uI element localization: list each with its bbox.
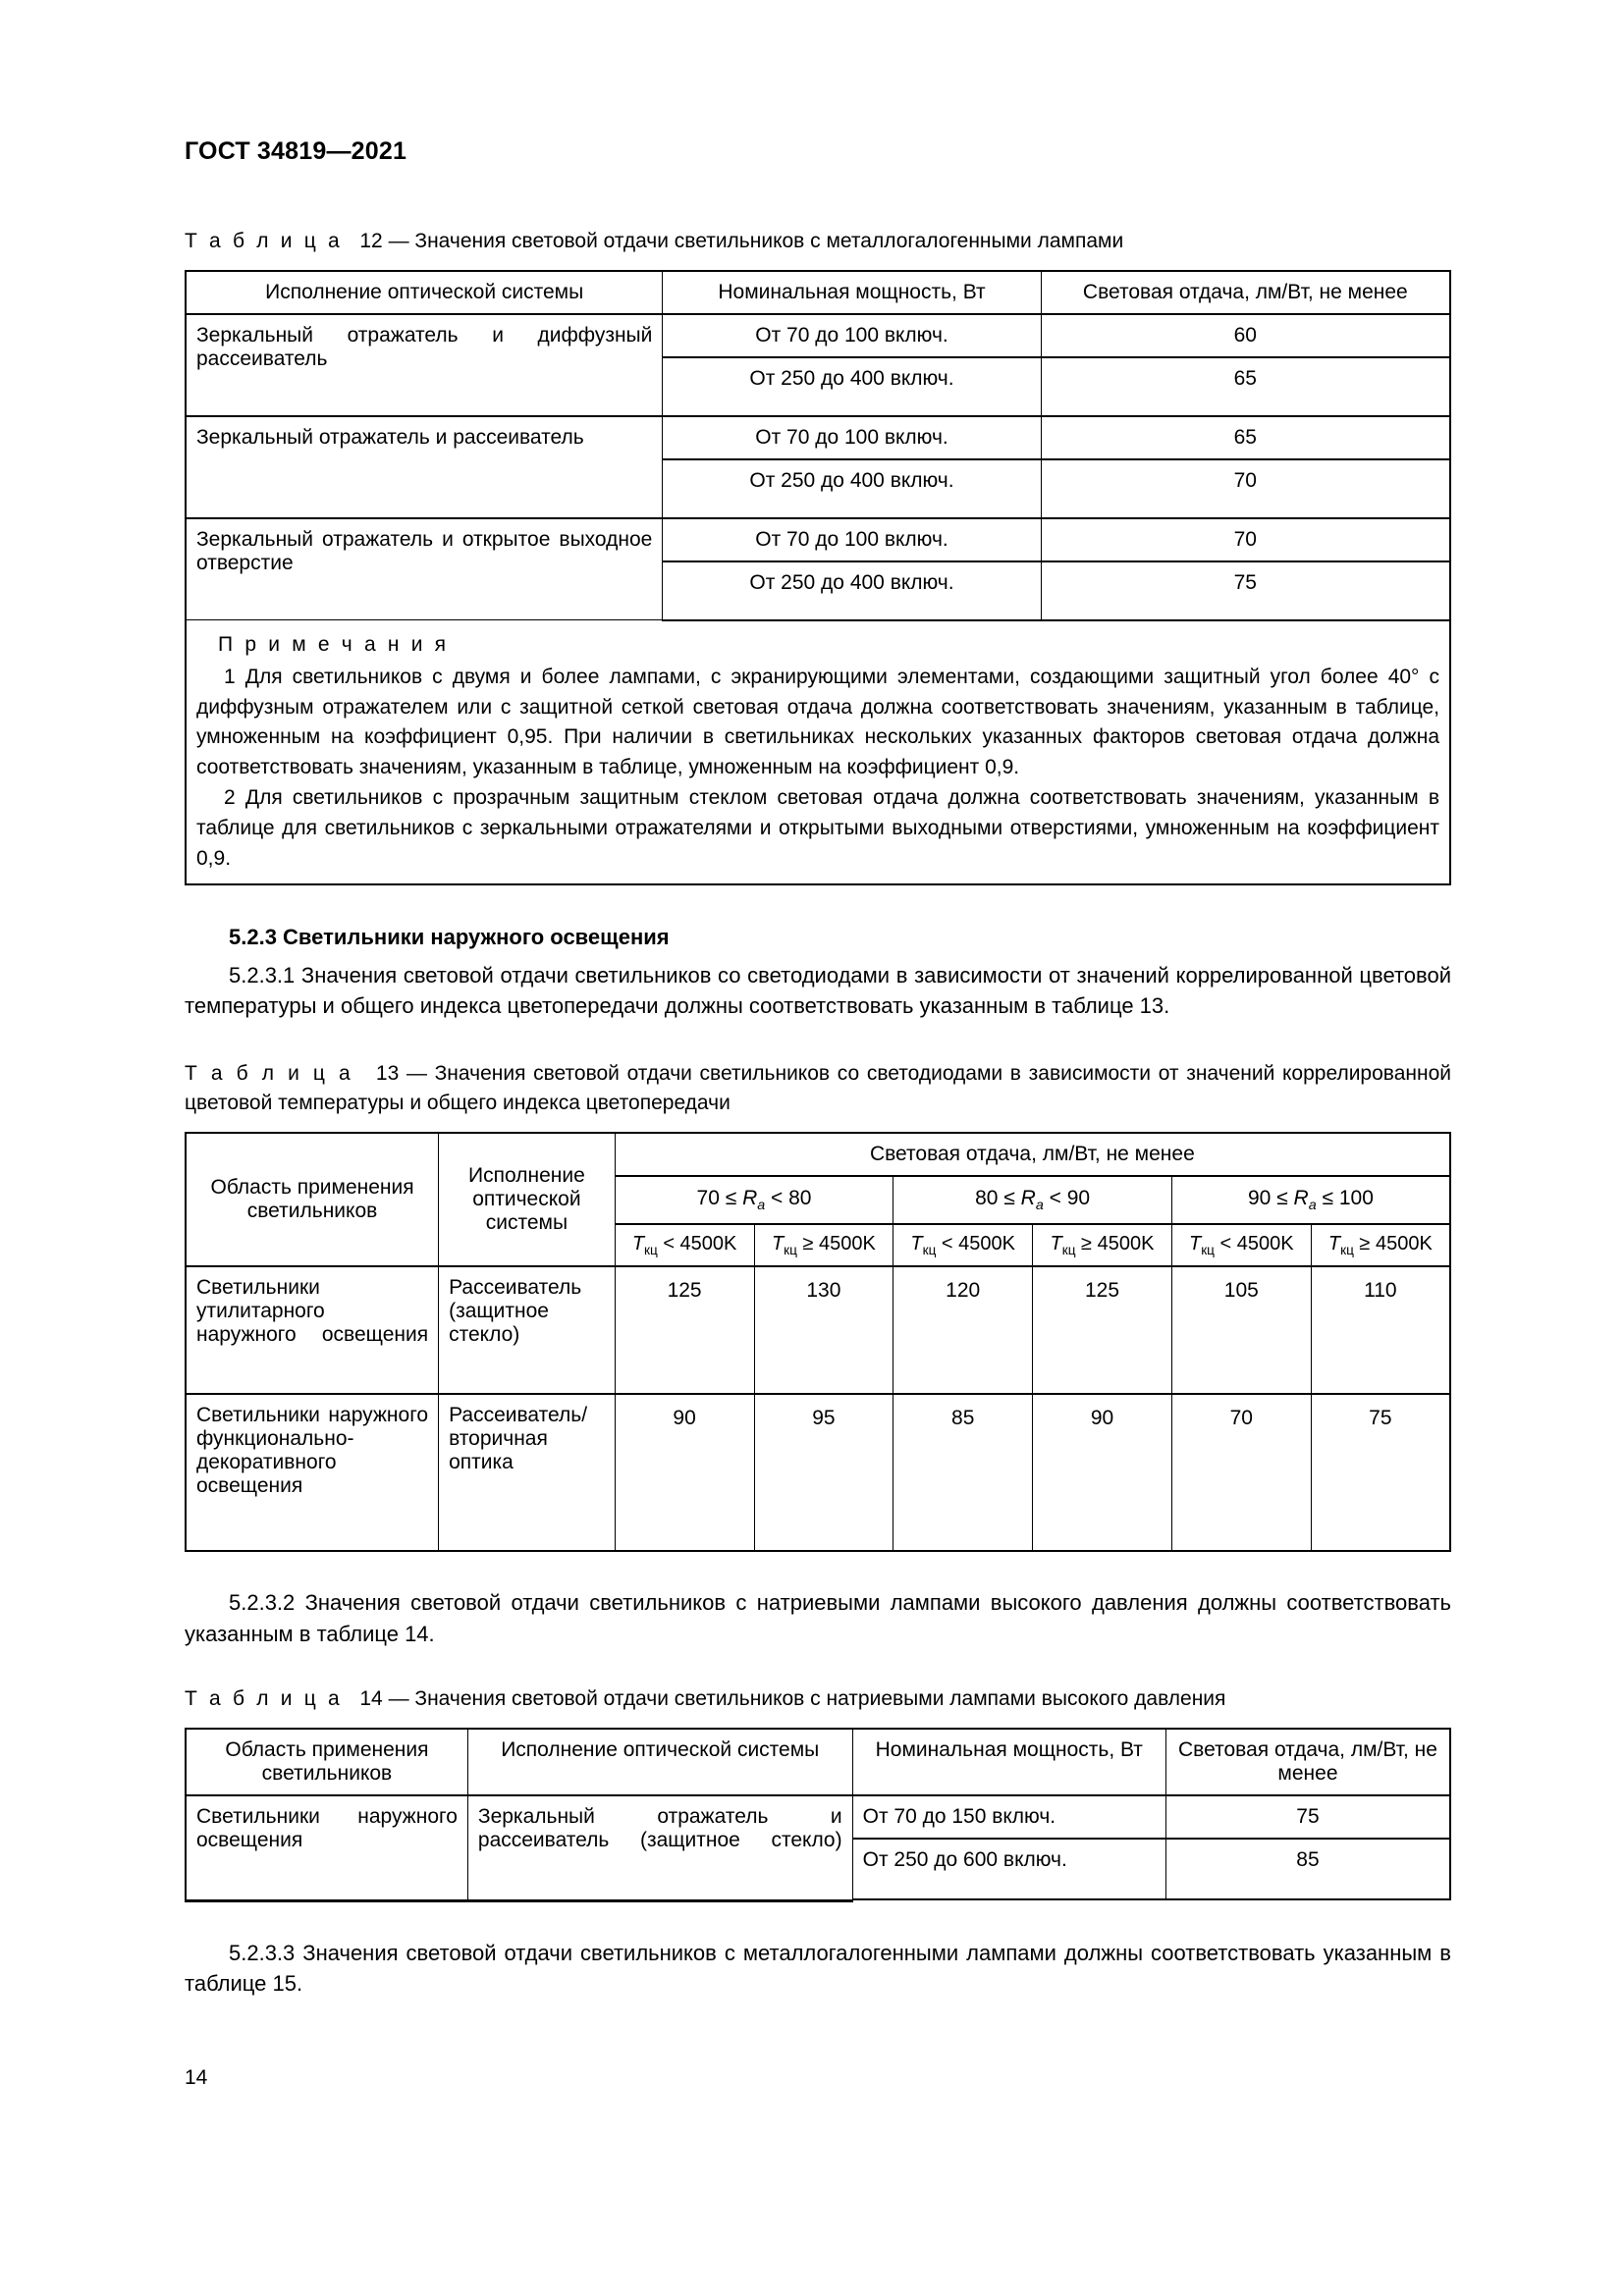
table-row bbox=[186, 314, 1450, 357]
ra-symbol: R bbox=[1020, 1186, 1036, 1209]
table-12-caption-number: 12 bbox=[359, 230, 383, 252]
table-13-value-1-2: 130 bbox=[754, 1266, 893, 1394]
ra-group-2-suffix: < 90 bbox=[1043, 1186, 1091, 1209]
paragraph-5233: 5.2.3.3 Значения световой отдачи светильников с металлогалогенными лампами должны соответствовать указанным в таблице 15. bbox=[185, 1940, 1451, 1997]
temp-symbol: T bbox=[1189, 1232, 1202, 1255]
table-12-power-2a: От 70 до 100 включ. bbox=[663, 416, 1041, 459]
temp-symbol: T bbox=[631, 1232, 645, 1255]
temp-symbol: T bbox=[1327, 1232, 1341, 1255]
table-row bbox=[186, 1729, 1450, 1795]
temp-subscript: кц bbox=[1340, 1242, 1354, 1257]
table-13-temp-header-6 bbox=[1311, 1224, 1450, 1266]
table-13-value-1-1: 125 bbox=[615, 1266, 754, 1394]
page-content bbox=[185, 137, 1451, 2000]
table-12-efficacy-3a: 70 bbox=[1041, 518, 1450, 561]
ra-group-2-prefix: 80 ≤ bbox=[975, 1186, 1021, 1209]
table-13-temp-header-4 bbox=[1033, 1224, 1172, 1266]
table-12-efficacy-1b: 65 bbox=[1041, 357, 1450, 416]
temp-rest: < 4500K bbox=[1214, 1232, 1294, 1255]
table-12-col-efficacy: Световая отдача, лм/Вт, не менее bbox=[1041, 271, 1450, 314]
table-13-col-optics: Исполнение оптической системы bbox=[439, 1133, 616, 1266]
table-row bbox=[186, 1266, 1450, 1394]
table-12-efficacy-2a: 65 bbox=[1041, 416, 1450, 459]
table-14-col-power: Номинальная мощность, Вт bbox=[852, 1729, 1165, 1795]
table-14-closing-cell bbox=[852, 1899, 1165, 1901]
temp-rest: < 4500K bbox=[657, 1232, 737, 1255]
temp-subscript: кц bbox=[922, 1242, 937, 1257]
ra-symbol: R bbox=[1293, 1186, 1309, 1209]
table-14-closing-cell bbox=[467, 1899, 852, 1901]
ra-group-1-suffix: < 80 bbox=[765, 1186, 812, 1209]
table-14-efficacy-1b: 85 bbox=[1165, 1839, 1450, 1899]
table-14-col-optics: Исполнение оптической системы bbox=[467, 1729, 852, 1795]
temp-symbol: T bbox=[910, 1232, 923, 1255]
table-12-head bbox=[186, 271, 1450, 314]
temp-rest: < 4500K bbox=[936, 1232, 1015, 1255]
ra-group-1-prefix: 70 ≤ bbox=[696, 1186, 743, 1209]
table-row bbox=[186, 1394, 1450, 1551]
temp-subscript: кц bbox=[644, 1242, 658, 1257]
table-13-caption-text: — Значения световой отдачи светильников со светодиодами в зависимости от значений коррелированной цветовой температуры и общего индекса цветопередачи bbox=[185, 1062, 1451, 1114]
table-14-optics-1: Зеркальный отражатель и рассеиватель (защитное стекло) bbox=[467, 1795, 852, 1899]
table-12-body bbox=[186, 314, 1450, 884]
temp-subscript: кц bbox=[1201, 1242, 1215, 1257]
table-12-power-3b: От 250 до 400 включ. bbox=[663, 561, 1041, 620]
table-13-body bbox=[186, 1266, 1450, 1551]
table-13 bbox=[185, 1132, 1451, 1552]
table-14-power-1a: От 70 до 150 включ. bbox=[852, 1795, 1165, 1839]
table-13-caption-number: 13 bbox=[375, 1062, 400, 1086]
ra-symbol: R bbox=[742, 1186, 758, 1209]
temp-rest: ≥ 4500K bbox=[1353, 1232, 1433, 1255]
table-12-caption-text: — Значения световой отдачи светильников с металлогалогенными лампами bbox=[388, 230, 1124, 252]
table-14-caption bbox=[185, 1684, 1451, 1714]
table-14-closing-cell bbox=[186, 1899, 467, 1901]
table-12-caption-label: Т а б л и ц а bbox=[185, 230, 343, 252]
table-12-optics-1: Зеркальный отражатель и диффузный рассеиватель bbox=[186, 314, 663, 416]
table-12-notes bbox=[186, 620, 1450, 884]
table-row bbox=[186, 1133, 1450, 1176]
table-12-efficacy-2b: 70 bbox=[1041, 459, 1450, 518]
table-13-caption-label: Т а б л и ц а bbox=[185, 1062, 353, 1086]
table-14-head bbox=[186, 1729, 1450, 1795]
table-13-ra-group-3 bbox=[1171, 1176, 1450, 1224]
table-13-temp-header-1 bbox=[615, 1224, 754, 1266]
table-12-power-2b: От 250 до 400 включ. bbox=[663, 459, 1041, 518]
table-13-value-2-4: 90 bbox=[1033, 1394, 1172, 1551]
temp-subscript: кц bbox=[1061, 1242, 1076, 1257]
temp-rest: ≥ 4500K bbox=[796, 1232, 876, 1255]
table-13-value-2-1: 90 bbox=[615, 1394, 754, 1551]
table-13-area-2: Светильники наружного функционально-декоративного освещения bbox=[186, 1394, 439, 1551]
table-12-power-3a: От 70 до 100 включ. bbox=[663, 518, 1041, 561]
paragraph-5231: 5.2.3.1 Значения световой отдачи светильников со светодиодами в зависимости от значений коррелированной цветовой температуры и общего индекса цветопередачи должны соответствовать указанным в таблице 13. bbox=[185, 962, 1451, 1019]
note-item-2: 2 Для светильников с прозрачным защитным стеклом световая отдача должна соответствовать значениям, указанным в таблице для светильников с зеркальными отражателями и открытыми выходными отверстиями, умноженным на коэффициент 0,9. bbox=[196, 786, 1439, 870]
table-13-value-1-3: 120 bbox=[893, 1266, 1033, 1394]
table-row bbox=[186, 416, 1450, 459]
table-14-closing-row bbox=[186, 1899, 1450, 1901]
table-14 bbox=[185, 1728, 1451, 1902]
table-13-optics-1: Рассеиватель (защитное стекло) bbox=[439, 1266, 616, 1394]
section-heading-523: 5.2.3 Светильники наружного освещения bbox=[229, 924, 670, 949]
ra-subscript: a bbox=[1035, 1197, 1044, 1213]
ra-subscript: a bbox=[757, 1197, 766, 1213]
table-row bbox=[186, 271, 1450, 314]
table-13-temp-header-2 bbox=[754, 1224, 893, 1266]
table-13-value-2-5: 70 bbox=[1171, 1394, 1311, 1551]
table-13-value-1-4: 125 bbox=[1033, 1266, 1172, 1394]
table-14-area-1: Светильники наружного освещения bbox=[186, 1795, 467, 1899]
table-12-col-power: Номинальная мощность, Вт bbox=[663, 271, 1041, 314]
table-13-ra-group-2 bbox=[893, 1176, 1172, 1224]
table-13-optics-2: Рассеиватель/вторичная оптика bbox=[439, 1394, 616, 1551]
table-14-efficacy-1a: 75 bbox=[1165, 1795, 1450, 1839]
table-12-optics-2: Зеркальный отражатель и рассеиватель bbox=[186, 416, 663, 518]
table-13-col-efficacy: Световая отдача, лм/Вт, не менее bbox=[615, 1133, 1450, 1176]
temp-subscript: кц bbox=[784, 1242, 797, 1257]
table-12-notes-row bbox=[186, 620, 1450, 884]
note-item-1: 1 Для светильников с двумя и более лампами, с экранирующими элементами, создающими защитный угол более 40° с диффузным отражателем или с защитной сеткой световая отдача должна соответствовать значениям, указанным в таблице, умноженным на коэффициент 0,95. При наличии в светильниках нескольких указанных факторов световая отдача должна соответствовать значениям, указанным в таблице, умноженным на коэффициент 0,9. bbox=[196, 665, 1439, 779]
table-row bbox=[186, 1795, 1450, 1839]
notes-title: П р и м е ч а н и я bbox=[218, 632, 450, 656]
ra-group-3-suffix: ≤ 100 bbox=[1316, 1186, 1374, 1209]
table-13-col-area: Область применения светильников bbox=[186, 1133, 439, 1266]
table-12-optics-3: Зеркальный отражатель и открытое выходное отверстие bbox=[186, 518, 663, 620]
table-13-head bbox=[186, 1133, 1450, 1266]
document-header: ГОСТ 34819—2021 bbox=[185, 137, 407, 165]
table-12-caption bbox=[185, 227, 1451, 256]
table-14-caption-number: 14 bbox=[359, 1687, 383, 1711]
ra-subscript: a bbox=[1308, 1197, 1317, 1213]
paragraph-5232: 5.2.3.2 Значения световой отдачи светильников с натриевыми лампами высокого давления должны соответствовать указанным в таблице 14. bbox=[185, 1589, 1451, 1646]
table-14-col-efficacy: Световая отдача, лм/Вт, не менее bbox=[1165, 1729, 1450, 1795]
table-12-power-1a: От 70 до 100 включ. bbox=[663, 314, 1041, 357]
table-13-value-2-2: 95 bbox=[754, 1394, 893, 1551]
ra-group-3-prefix: 90 ≤ bbox=[1247, 1186, 1294, 1209]
temp-symbol: T bbox=[771, 1232, 785, 1255]
table-13-caption bbox=[185, 1059, 1451, 1118]
temp-symbol: T bbox=[1050, 1232, 1062, 1255]
table-13-area-1: Светильники утилитарного наружного освещения bbox=[186, 1266, 439, 1394]
table-13-ra-group-1 bbox=[615, 1176, 893, 1224]
table-13-temp-header-5 bbox=[1171, 1224, 1311, 1266]
table-13-value-1-6: 110 bbox=[1311, 1266, 1450, 1394]
table-13-value-1-5: 105 bbox=[1171, 1266, 1311, 1394]
table-14-caption-label: Т а б л и ц а bbox=[185, 1687, 343, 1711]
table-13-value-2-3: 85 bbox=[893, 1394, 1033, 1551]
table-12 bbox=[185, 270, 1451, 885]
table-12-power-1b: От 250 до 400 включ. bbox=[663, 357, 1041, 416]
table-14-power-1b: От 250 до 600 включ. bbox=[852, 1839, 1165, 1899]
table-14-caption-text: — Значения световой отдачи светильников с натриевыми лампами высокого давления bbox=[388, 1687, 1226, 1711]
table-14-closing-cell bbox=[1165, 1899, 1450, 1901]
table-12-efficacy-3b: 75 bbox=[1041, 561, 1450, 620]
table-14-col-area: Область применения светильников bbox=[186, 1729, 467, 1795]
table-row bbox=[186, 518, 1450, 561]
table-12-efficacy-1a: 60 bbox=[1041, 314, 1450, 357]
temp-rest: ≥ 4500K bbox=[1075, 1232, 1155, 1255]
table-13-value-2-6: 75 bbox=[1311, 1394, 1450, 1551]
table-13-temp-header-3 bbox=[893, 1224, 1033, 1266]
page-number: 14 bbox=[185, 2066, 208, 2089]
table-14-body bbox=[186, 1795, 1450, 1901]
table-12-col-optics: Исполнение оптической системы bbox=[186, 271, 663, 314]
